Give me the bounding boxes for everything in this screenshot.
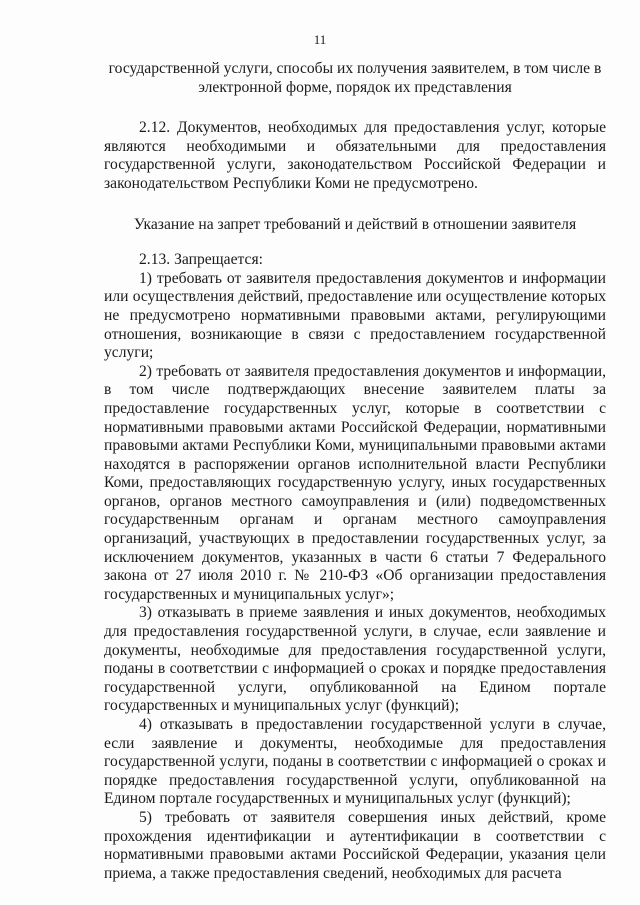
section-heading-prohibition: Указание на запрет требований и действий в отношении заявителя bbox=[133, 215, 577, 233]
paragraph-2-12: 2.12. Документов, необходимых для предоставления услуг, которые являются необходимыми и обязательными для предоставления государственной услуги, законодательством Российской Федерации и законодательством Республики Коми не предусмотрено. bbox=[104, 119, 606, 192]
list-item-4: 4) отказывать в предоставлении государственной услуги в случае, если заявление и документы, необходимые для предоставления государственной услуги, поданы в соответствии с информацией о сроках и порядке предоставления государственной услуги, опубликованной на Едином портале государственных и муниципальных услуг (функций); bbox=[104, 716, 606, 808]
section-heading-continued: государственной услуги, способы их получения заявителем, в том числе в электронной форме, порядок их представления bbox=[108, 60, 602, 96]
list-item-5: 5) требовать от заявителя совершения иных действий, кроме прохождения идентификации и аутентификации в соответствии с нормативными правовыми актами Российской Федерации, указания цели приема, а также предоставления сведений, необходимых для расчета bbox=[104, 808, 606, 882]
document-body bbox=[104, 60, 606, 883]
list-item-3: 3) отказывать в приеме заявления и иных документов, необходимых для предоставления государственной услуги, в случае, если заявление и документы, необходимые для предоставления государственной услуги, поданы в соответствии с информацией о сроках и порядке предоставления государственной услуги, опубликованной на Едином портале государственных и муниципальных услуг (функций); bbox=[104, 604, 606, 715]
list-item-2: 2) требовать от заявителя предоставления документов и информации, в том числе подтверждающих внесение заявителем платы за предоставление государственных услуг, которые в соответствии с нормативными правовыми актами Российской Федерации, нормативными правовыми актами Республики Коми, муниципальными правовыми актами находятся в распоряжении органов исполнительной власти Республики Коми, предоставляющих государственную услугу, иных государственных органов, органов местного самоуправления и (или) подведомственных государственным органам и органам местного самоуправления организаций, участвующих в предоставлении государственных услуг, за исключением документов, указанных в части 6 статьи 7 Федерального закона от 27 июля 2010 г. № 210-ФЗ «Об организации предоставления государственных и муниципальных услуг»; bbox=[104, 362, 606, 603]
page-number: 11 bbox=[313, 32, 327, 47]
paragraph-2-13: 2.13. Запрещается: bbox=[139, 251, 263, 269]
list-item-1: 1) требовать от заявителя предоставления документов и информации или осуществления действий, предоставление или осуществление которых не предусмотрено нормативными правовыми актами, регулирующими отношения, возникающие в связи с предоставлением государственной услуги; bbox=[104, 269, 606, 362]
